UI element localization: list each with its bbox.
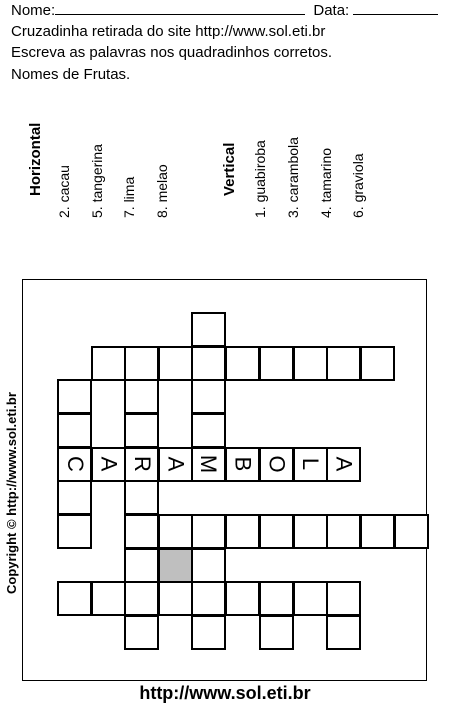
crossword-cell[interactable] <box>293 514 328 549</box>
crossword-cell[interactable] <box>225 581 260 616</box>
clue-vertical: 1. guabiroba <box>252 140 268 218</box>
crossword-cell[interactable] <box>124 581 159 616</box>
crossword-cell[interactable] <box>124 379 159 414</box>
clue-vertical: 3. carambola <box>285 137 301 218</box>
crossword-letter: A <box>331 456 357 472</box>
crossword-cell[interactable] <box>259 615 294 650</box>
clue-horizontal: 5. tangerina <box>89 144 105 218</box>
clue-horizontal: 7. lima <box>121 176 137 218</box>
crossword-cell[interactable] <box>191 413 226 448</box>
instruction-theme: Nomes de Frutas. <box>11 66 131 83</box>
crossword-cell[interactable] <box>124 514 159 549</box>
crossword-cell[interactable] <box>326 447 361 482</box>
crossword-cell[interactable] <box>225 514 260 549</box>
crossword-cell[interactable] <box>259 346 294 381</box>
nome-field[interactable] <box>55 2 305 15</box>
crossword-cell[interactable] <box>225 447 260 482</box>
clue-horizontal: 8. melao <box>154 164 170 218</box>
name-line <box>11 2 438 19</box>
crossword-cell[interactable] <box>158 447 193 482</box>
crossword-cell[interactable] <box>394 514 429 549</box>
crossword-cell[interactable] <box>57 447 92 482</box>
crossword-cell[interactable] <box>293 447 328 482</box>
crossword-cell[interactable] <box>259 447 294 482</box>
crossword-letter: A <box>96 456 122 472</box>
footer-url: http://www.sol.eti.br <box>139 683 311 703</box>
crossword-letter: C <box>62 456 88 472</box>
instruction-site: Cruzadinha retirada do site http://www.sol.eti.br <box>11 23 326 40</box>
clue-vertical: 6. graviola <box>350 153 366 218</box>
crossword-cell[interactable] <box>124 615 159 650</box>
crossword-letter: B <box>230 456 256 472</box>
crossword-cell[interactable] <box>293 346 328 381</box>
crossword-cell[interactable] <box>124 480 159 515</box>
crossword-cell[interactable] <box>57 514 92 549</box>
crossword-cell[interactable] <box>91 447 126 482</box>
crossword-cell[interactable] <box>57 413 92 448</box>
crossword-cell[interactable] <box>57 379 92 414</box>
crossword-letter: L <box>298 457 324 471</box>
data-field[interactable] <box>353 2 438 15</box>
crossword-cell[interactable] <box>259 514 294 549</box>
instruction-write: Escreva as palavras nos quadradinhos corretos. <box>11 44 333 61</box>
horizontal-title: Horizontal <box>27 122 44 196</box>
crossword-cell[interactable] <box>191 312 226 347</box>
crossword-cell[interactable] <box>57 581 92 616</box>
crossword-cell[interactable] <box>360 346 395 381</box>
crossword-cell[interactable] <box>158 346 193 381</box>
crossword-cell[interactable] <box>326 346 361 381</box>
crossword-cell[interactable] <box>158 581 193 616</box>
crossword-cell[interactable] <box>191 514 226 549</box>
crossword-cell[interactable] <box>191 447 226 482</box>
crossword-cell[interactable] <box>191 379 226 414</box>
crossword-cell[interactable] <box>124 548 159 583</box>
crossword-letter: M <box>196 454 222 474</box>
crossword-cell[interactable] <box>326 514 361 549</box>
crossword-cell[interactable] <box>326 581 361 616</box>
crossword-cell[interactable] <box>91 346 126 381</box>
crossword-cell[interactable] <box>191 615 226 650</box>
crossword-cell[interactable] <box>293 581 328 616</box>
crossword-cell[interactable] <box>158 514 193 549</box>
clue-horizontal: 2. cacau <box>56 165 72 218</box>
crossword-cell[interactable] <box>225 346 260 381</box>
crossword-cell[interactable] <box>360 514 395 549</box>
crossword-cell[interactable] <box>124 447 159 482</box>
copyright-text: Copyright © http://www.sol.eti.br <box>4 392 19 594</box>
crossword-cell[interactable] <box>259 581 294 616</box>
clue-vertical: 4. tamarino <box>318 147 334 218</box>
nome-label: Nome: <box>11 2 56 19</box>
crossword-letter: A <box>163 456 189 472</box>
crossword-cell[interactable] <box>326 615 361 650</box>
crossword-cell-shaded <box>158 548 193 583</box>
data-label: Data: <box>313 2 350 19</box>
crossword-letter: O <box>264 455 290 473</box>
crossword-cell[interactable] <box>191 346 226 381</box>
crossword-cell[interactable] <box>124 413 159 448</box>
crossword-cell[interactable] <box>91 581 126 616</box>
crossword-cell[interactable] <box>191 581 226 616</box>
vertical-title: Vertical <box>221 142 238 196</box>
crossword-cell[interactable] <box>191 548 226 583</box>
crossword-letter: R <box>129 456 155 472</box>
crossword-cell[interactable] <box>57 480 92 515</box>
crossword-cell[interactable] <box>124 346 159 381</box>
